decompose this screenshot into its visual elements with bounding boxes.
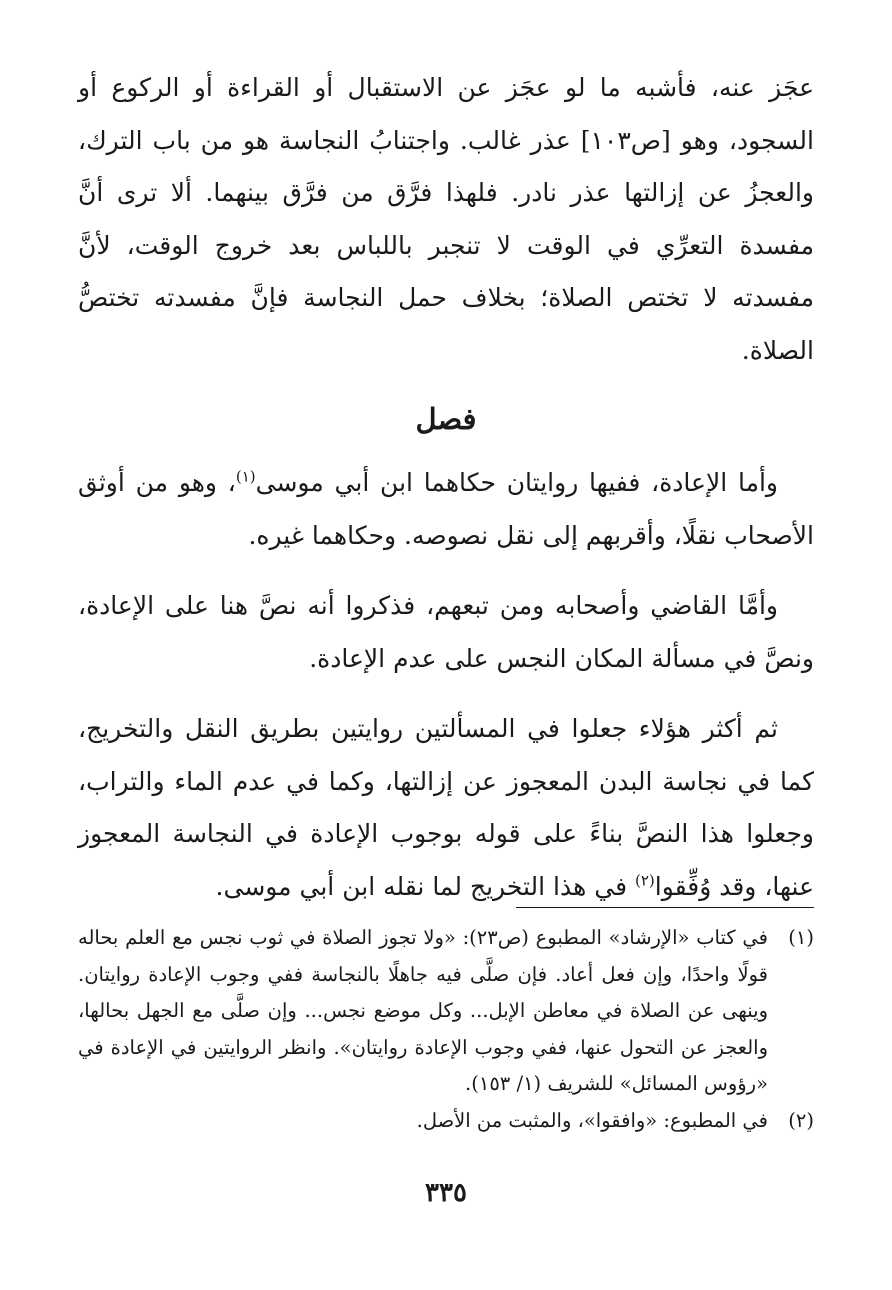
paragraph-qadi: وأمَّا القاضي وأصحابه ومن تبعهم، فذكروا أنه نصَّ هنا على الإعادة، ونصَّ في مسألة المكان النجس على عدم الإعادة. (78, 591, 814, 673)
footnote-number: (٢) (788, 1108, 814, 1132)
paragraph-text: ثم أكثر هؤلاء جعلوا في المسألتين روايتين بطريق النقل والتخريج، كما في نجاسة البدن المعجوز عن إزالتها، وكما في عدم الماء والتراب، وجعلوا هذا النصَّ بناءً على قوله بوجوب الإعادة في النجاسة المعجوز عنها، وقد وُفِّقوا (78, 714, 814, 901)
footnotes (78, 920, 814, 1139)
paragraph-continuation: عجَز عنه، فأشبه ما لو عجَز عن الاستقبال أو القراءة أو الركوع أو السجود، وهو [ص١٠٣] عذر غالب. واجتنابُ النجاسة هو من باب الترك، والعجزُ عن إزالتها عذر نادر. فلهذا فرَّق من فرَّق بينهما. ألا ترى أنَّ مفسدة التعرِّي في الوقت لا تنجبر باللباس بعد خروج الوقت، لأنَّ مفسدته لا تختص الصلاة؛ بخلاف حمل النجاسة فإنَّ مفسدته تختصُّ الصلاة. (78, 73, 814, 365)
paragraph-takhrij (78, 703, 814, 913)
footnote-number: (١) (788, 926, 814, 949)
page-number: ٣٣٥ (425, 1178, 467, 1208)
footnote-text: في كتاب «الإرشاد» المطبوع (ص٢٣): «ولا تجوز الصلاة في ثوب نجس مع العلم بحاله قولًا واحدًا، وإن فعل أعاد. فإن صلَّى فيه جاهلًا بالنجاسة ففي وجوب الإعادة روايتان. وينهى عن الصلاة في معاطن الإبل... وكل موضع نجس... وإن صلَّى مع الجهل بحالها، والعجز عن التحول عنها، ففي وجوب الإعادة روايتان». وانظر الروايتين في الإعادة في «رؤوس المسائل» للشريف (١/ ١٥٣). (78, 926, 768, 1095)
footnote-2 (78, 1103, 814, 1140)
section-heading: فصل (415, 402, 477, 436)
footnote-separator (516, 907, 814, 908)
footnote-text: في المطبوع: «وافقوا»، والمثبت من الأصل. (416, 1108, 768, 1132)
paragraph-text: ، وهو من أوثق الأصحاب نقلًا، وأقربهم إلى نقل نصوصه. وحكاهما غيره. (78, 468, 814, 550)
footnote-1 (78, 920, 814, 1103)
paragraph-text: وأما الإعادة، ففيها روايتان حكاهما ابن أبي موسى (255, 468, 778, 497)
footnote-ref-2[interactable]: (٢) (634, 871, 655, 890)
paragraph-text: في هذا التخريج لما نقله ابن أبي موسى. (215, 871, 635, 901)
footnote-ref-1[interactable]: (١) (235, 467, 256, 486)
paragraph-repetition (78, 457, 814, 562)
